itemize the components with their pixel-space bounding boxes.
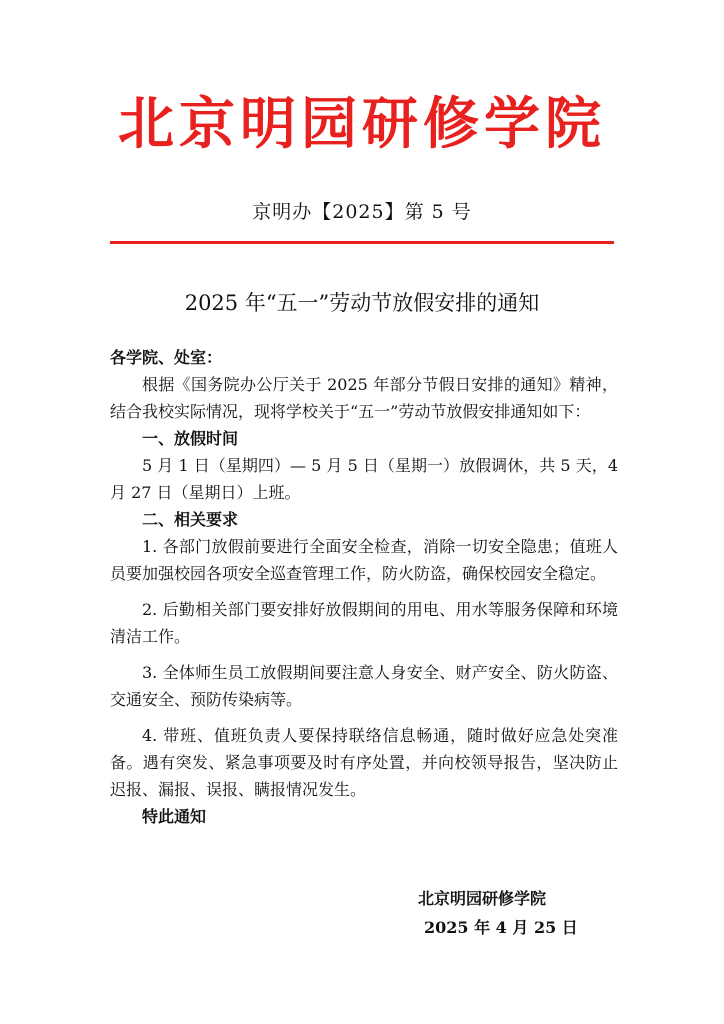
- section-heading-holiday-time: 一、放假时间: [142, 429, 239, 448]
- signature-organization: 北京明园研修学院: [418, 889, 547, 908]
- issuing-organization-title: 北京明园研修学院: [118, 91, 606, 157]
- red-separator-line: [110, 241, 614, 244]
- notice-title: 2025 年“五一”劳动节放假安排的通知: [184, 291, 540, 315]
- requirement-item: 4. 带班、值班负责人要保持联络信息畅通，随时做好应急处突准备。遇有突发、紧急事项要及时有序处置，并向校领导报告，坚决防止迟报、漏报、误报、瞒报情况发生。: [110, 726, 618, 799]
- requirement-item: 1. 各部门放假前要进行全面安全检查，消除一切安全隐患；值班人员要加强校园各项安全巡查管理工作，防火防盗，确保校园安全稳定。: [110, 537, 618, 583]
- section-heading-requirements: 二、相关要求: [142, 510, 239, 529]
- signature-date: 2025 年 4 月 25 日: [424, 918, 578, 937]
- closing-remark: 特此通知: [142, 807, 207, 826]
- salutation: 各学院、处室：: [110, 348, 223, 367]
- notice-body: [110, 344, 618, 830]
- holiday-time-paragraph: 5 月 1 日（星期四）— 5 月 5 日（星期一）放假调休，共 5 天，4 月 27 日（星期日）上班。: [110, 456, 618, 502]
- intro-paragraph: 根据《国务院办公厅关于 2025 年部分节假日安排的通知》精神，结合我校实际情况，现将学校关于“五一”劳动节放假安排通知如下：: [110, 375, 618, 421]
- document-number: 京明办【2025】第 5 号: [252, 201, 472, 223]
- requirement-item: 2. 后勤相关部门要安排好放假期间的用电、用水等服务保障和环境清洁工作。: [110, 600, 618, 646]
- requirement-item: 3. 全体师生员工放假期间要注意人身安全、财产安全、防火防盗、交通安全、预防传染病等。: [110, 663, 618, 709]
